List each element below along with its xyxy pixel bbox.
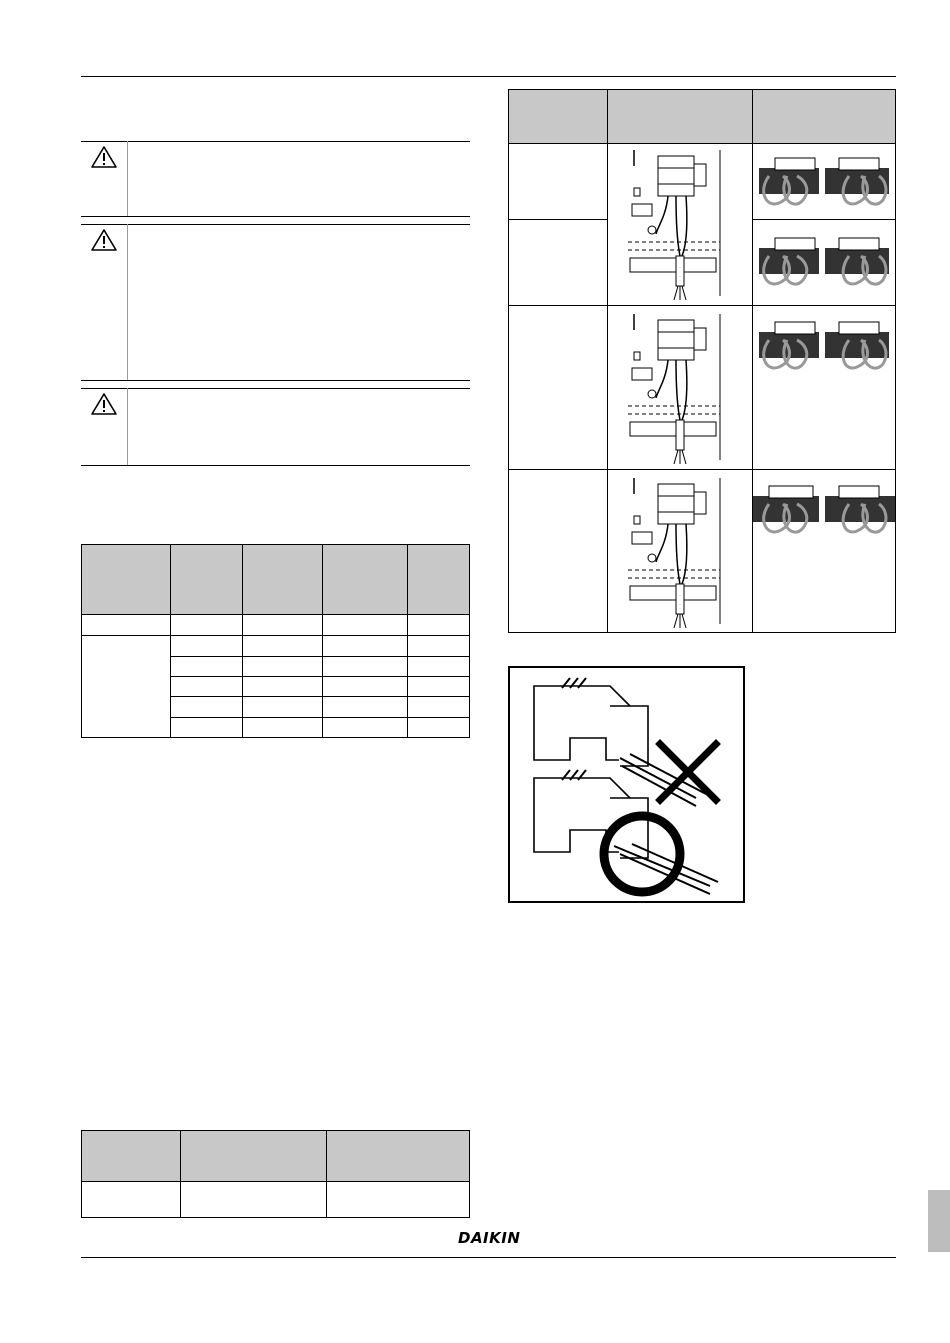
warning-side-rule: [127, 141, 128, 216]
table-header-cell: [753, 90, 896, 144]
terminal-loop-diagram: [753, 480, 895, 542]
table-header-cell: [82, 545, 171, 615]
table-header-cell: [82, 1131, 181, 1182]
wiring-diagram-1: [628, 146, 724, 302]
connector-illustration: [510, 668, 743, 901]
connector-figure: [508, 666, 745, 903]
table-header-cell: [509, 90, 608, 144]
table-header-cell: [171, 545, 243, 615]
warning-top-rule: [81, 216, 470, 217]
warning-top-rule: [81, 224, 470, 225]
table-header-cell: [608, 90, 753, 144]
table-header-cell: [323, 545, 408, 615]
warning-triangle-icon: [90, 392, 118, 416]
terminal-loop-diagram: [753, 232, 895, 294]
footer-rule: [81, 1257, 896, 1258]
brand-logo: DAIKIN: [458, 1229, 521, 1247]
table-header-cell: [243, 545, 323, 615]
warning-bottom-rule: [81, 465, 470, 466]
cross-mark-icon: [660, 744, 716, 800]
wiring-diagram-3: [628, 474, 724, 630]
warning-top-rule: [81, 141, 470, 142]
page-side-tab: [928, 1190, 950, 1252]
spec-table: [81, 544, 470, 738]
warning-top-rule: [81, 380, 470, 381]
warning-side-rule: [127, 388, 128, 465]
table-row: [82, 615, 470, 636]
header-rule: [81, 76, 896, 77]
warning-triangle-icon: [90, 145, 118, 169]
secondary-table: [81, 1130, 470, 1218]
table-row: [82, 636, 470, 656]
terminal-loop-diagram: [753, 316, 895, 378]
warning-triangle-icon: [90, 228, 118, 252]
table-header-cell: [181, 1131, 327, 1182]
warning-side-rule: [127, 224, 128, 380]
terminal-loop-diagram: [753, 152, 895, 214]
warning-top-rule: [81, 388, 470, 389]
table-header-cell: [408, 545, 470, 615]
table-header-cell: [327, 1131, 470, 1182]
table-row: [82, 1182, 470, 1218]
wiring-diagram-2: [628, 310, 724, 466]
